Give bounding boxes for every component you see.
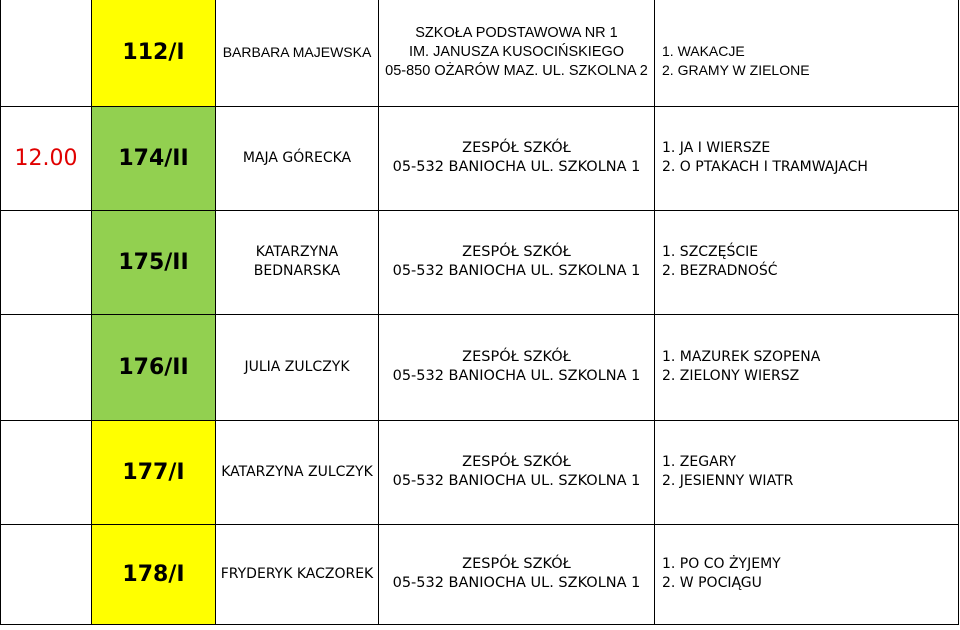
school-line: ZESPÓŁ SZKÓŁ bbox=[462, 556, 571, 572]
song-line: 2. O PTAKACH I TRAMWAJACH bbox=[662, 159, 868, 175]
repertoire-cell bbox=[655, 420, 959, 524]
name-line: KATARZYNA ZULCZYK bbox=[221, 463, 373, 480]
school-cell bbox=[379, 0, 655, 106]
school-line: IM. JANUSZA KUSOCIŃSKIEGO bbox=[408, 44, 625, 61]
participant-number: 178/I bbox=[92, 524, 216, 624]
table-row bbox=[1, 314, 959, 420]
time-cell bbox=[1, 420, 92, 524]
time-cell: 12.00 bbox=[1, 106, 92, 210]
name-line: BARBARA MAJEWSKA bbox=[222, 44, 372, 61]
song-line: 1. PO CO ŻYJEMY bbox=[662, 556, 781, 572]
school-cell bbox=[379, 420, 655, 524]
time-cell bbox=[1, 0, 92, 106]
participant-number: 112/I bbox=[92, 0, 216, 106]
participant-number: 174/II bbox=[92, 106, 216, 210]
school-cell bbox=[379, 106, 655, 210]
time-cell bbox=[1, 314, 92, 420]
repertoire-cell bbox=[655, 314, 959, 420]
table-row bbox=[1, 524, 959, 624]
name-line: FRYDERYK KACZOREK bbox=[220, 565, 374, 582]
song-line: 1. SZCZĘŚCIE bbox=[662, 244, 759, 260]
participant-number: 175/II bbox=[92, 210, 216, 314]
school-line: 05-532 BANIOCHA UL. SZKOLNA 1 bbox=[392, 473, 641, 489]
song-line: 1. ZEGARY bbox=[662, 454, 737, 470]
participant-name bbox=[216, 0, 379, 106]
school-line: 05-532 BANIOCHA UL. SZKOLNA 1 bbox=[392, 159, 641, 175]
table-row bbox=[1, 420, 959, 524]
table-row bbox=[1, 0, 959, 106]
table-row bbox=[1, 210, 959, 314]
school-line: 05-850 OŻARÓW MAZ. UL. SZKOLNA 2 bbox=[385, 63, 648, 80]
school-line: ZESPÓŁ SZKÓŁ bbox=[462, 349, 571, 365]
school-line: ZESPÓŁ SZKÓŁ bbox=[462, 140, 571, 156]
participant-name bbox=[216, 314, 379, 420]
school-line: 05-532 BANIOCHA UL. SZKOLNA 1 bbox=[392, 368, 641, 384]
song-line: 1. WAKACJE bbox=[662, 42, 745, 59]
time-cell bbox=[1, 524, 92, 624]
name-line: MAJA GÓRECKA bbox=[242, 149, 352, 166]
school-cell bbox=[379, 210, 655, 314]
song-line: 2. W POCIĄGU bbox=[662, 575, 762, 591]
school-line: 05-532 BANIOCHA UL. SZKOLNA 1 bbox=[392, 263, 641, 279]
song-line: 1. JA I WIERSZE bbox=[662, 140, 771, 156]
participant-number: 177/I bbox=[92, 420, 216, 524]
name-line: KATARZYNA bbox=[255, 244, 339, 260]
participant-name bbox=[216, 524, 379, 624]
repertoire-cell bbox=[655, 210, 959, 314]
participant-name bbox=[216, 420, 379, 524]
name-line: BEDNARSKA bbox=[253, 263, 341, 279]
school-cell bbox=[379, 314, 655, 420]
repertoire-cell bbox=[655, 0, 959, 106]
song-line: 2. JESIENNY WIATR bbox=[662, 473, 794, 489]
school-cell bbox=[379, 524, 655, 624]
song-line: 2. GRAMY W ZIELONE bbox=[662, 61, 810, 78]
song-line: 2. ZIELONY WIERSZ bbox=[662, 368, 800, 384]
school-line: 05-532 BANIOCHA UL. SZKOLNA 1 bbox=[392, 575, 641, 591]
school-line: ZESPÓŁ SZKÓŁ bbox=[462, 454, 571, 470]
time-cell bbox=[1, 210, 92, 314]
school-line: SZKOŁA PODSTAWOWA NR 1 bbox=[415, 25, 618, 42]
song-line: 1. MAZUREK SZOPENA bbox=[662, 349, 821, 365]
participant-name bbox=[216, 210, 379, 314]
song-line: 2. BEZRADNOŚĆ bbox=[662, 263, 778, 279]
name-line: JULIA ZULCZYK bbox=[244, 358, 350, 375]
repertoire-cell bbox=[655, 106, 959, 210]
participant-name bbox=[216, 106, 379, 210]
table-row bbox=[1, 106, 959, 210]
repertoire-cell bbox=[655, 524, 959, 624]
school-line: ZESPÓŁ SZKÓŁ bbox=[462, 244, 571, 260]
participant-number: 176/II bbox=[92, 314, 216, 420]
